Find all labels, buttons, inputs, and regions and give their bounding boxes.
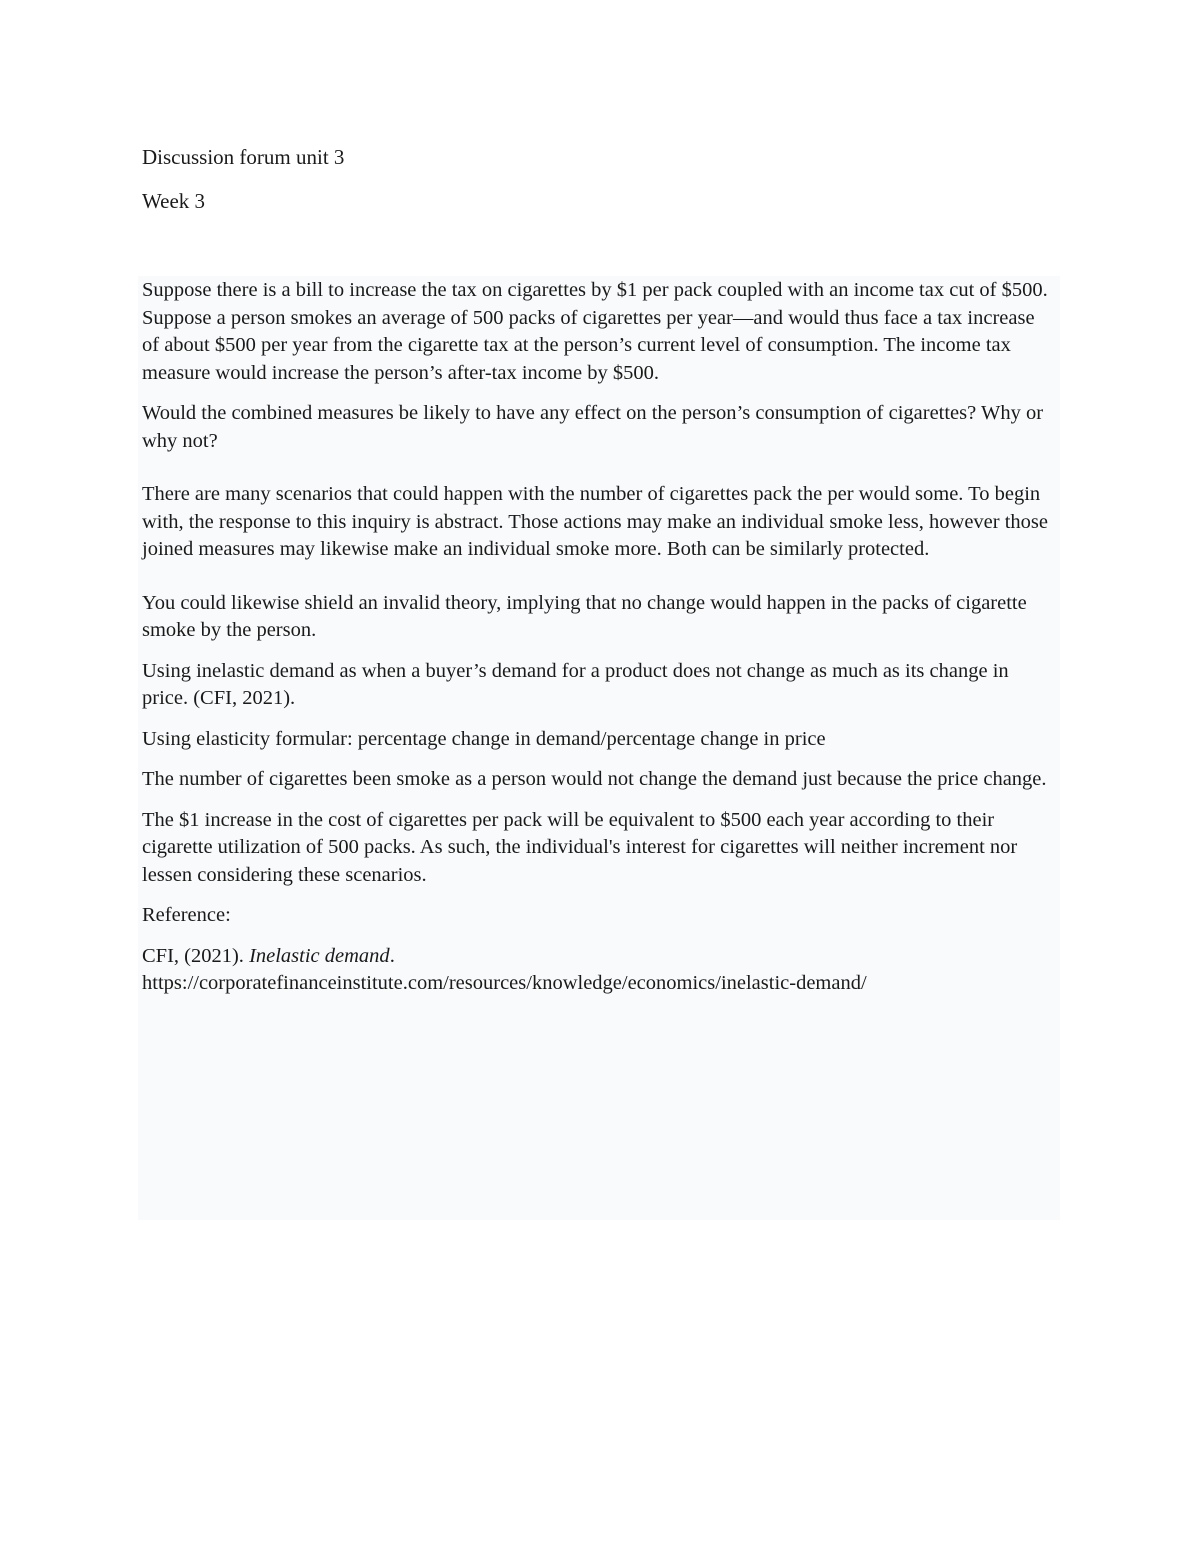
week-label: Week 3: [142, 189, 206, 213]
content-body: [138, 277, 1060, 998]
content-panel: [138, 276, 1060, 1220]
reference-url[interactable]: https://corporatefinanceinstitute.com/resources/knowledge/economics/inelastic-demand/: [142, 972, 867, 994]
reference-heading: Reference:: [142, 904, 231, 926]
answer-paragraph-1: There are many scenarios that could happen with the number of cigarettes pack the per would some. To begin with, the response to this inquiry is abstract. Those actions may make an individual smoke less, however those joined measures may likewise make an individual smoke more. Both can be similarly protected.: [142, 483, 1049, 560]
reference-citation: [142, 943, 1056, 998]
question-paragraph-2: Would the combined measures be likely to have any effect on the person’s consumption of cigarettes? Why or why not?: [142, 402, 1044, 452]
citation-period: .: [389, 944, 395, 967]
document-header: [142, 142, 1062, 230]
answer-paragraph-2: You could likewise shield an invalid theory, implying that no change would happen in the packs of cigarette smoke by the person.: [142, 591, 1027, 641]
document-title: Discussion forum unit 3: [142, 145, 345, 169]
citation-title: Inelastic demand: [249, 944, 390, 967]
answer-paragraph-4: Using elasticity formular: percentage change in demand/percentage change in price: [142, 727, 826, 750]
answer-paragraph-6: The $1 increase in the cost of cigarettes per pack will be equivalent to $500 each year according to their cigarette utilization of 500 packs. As such, the individual's interest for cigarettes will neither increment nor lessen considering these scenarios.: [142, 808, 1018, 886]
answer-paragraph-5: The number of cigarettes been smoke as a person would not change the demand just because the price change.: [142, 768, 1047, 790]
answer-paragraph-3: Using inelastic demand as when a buyer’s demand for a product does not change as much as its change in price. (CFI, 2021).: [142, 659, 1009, 709]
question-paragraph-1: Suppose there is a bill to increase the tax on cigarettes by $1 per pack coupled with an income tax cut of $500. Suppose a person smokes an average of 500 packs of cigarettes per year—and would thus face a tax increase of about $500 per year from the cigarette tax at the person’s current level of consumption. The income tax measure would increase the person’s after-tax income by $500.: [142, 279, 1048, 384]
citation-author-year: CFI, (2021).: [142, 944, 250, 967]
